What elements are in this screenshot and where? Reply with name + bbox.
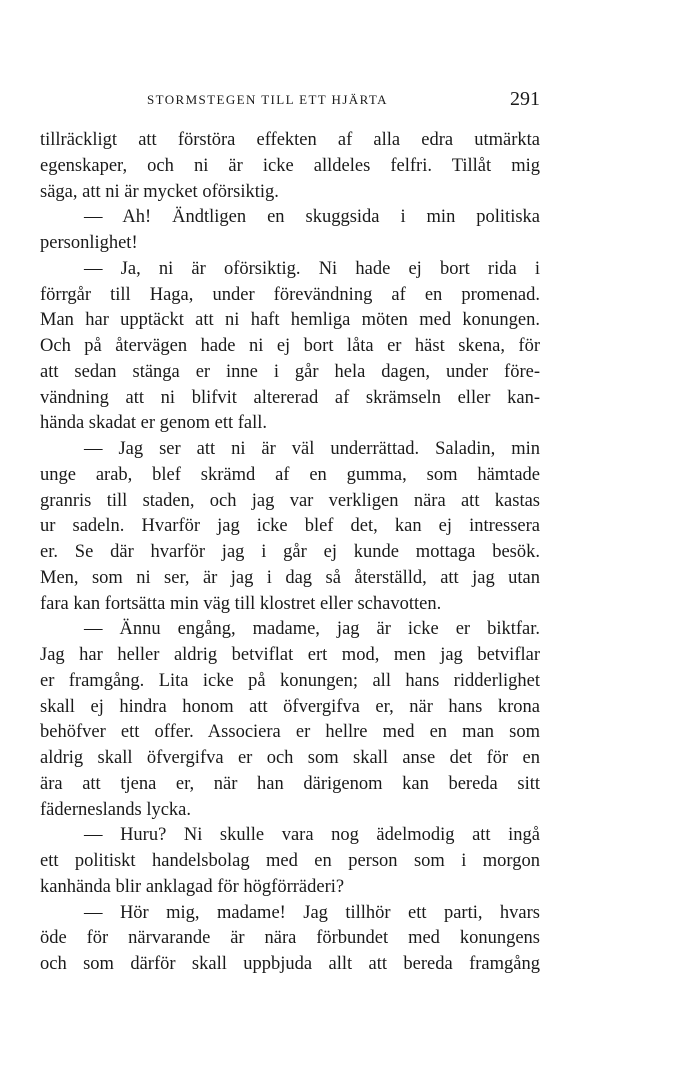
text-line: — Ah! Ändtligen en skuggsida i min politiska bbox=[84, 207, 540, 228]
text-line: egenskaper, och ni är icke alldeles felfri. Tillåt mig bbox=[40, 155, 540, 176]
text-line: fäderneslands lycka. bbox=[40, 799, 192, 820]
text-line: er. Se där hvarför jag i går ej kunde mottaga besök. bbox=[40, 542, 540, 562]
text-line: — Hör mig, madame! Jag tillhör ett parti, hvars bbox=[84, 902, 540, 923]
text-line: Jag har heller aldrig betviflat ert mod, men jag betviflar bbox=[40, 645, 540, 665]
text-line: tillräckligt att förstöra effekten af alla edra utmärkta bbox=[40, 130, 540, 150]
text-line: granris till staden, och jag var verkligen nära att kastas bbox=[40, 490, 540, 511]
text-line: personlighet! bbox=[40, 233, 138, 253]
text-line: — Huru? Ni skulle vara nog ädelmodig att ingå bbox=[84, 825, 540, 846]
text-line: aldrig skall öfvergifva er och som skall anse det för en bbox=[40, 748, 540, 768]
text-line: vändning att ni blifvit altererad af skrämseln eller kan- bbox=[40, 387, 540, 408]
text-line: och som därför skall uppbjuda allt att bereda framgång bbox=[40, 954, 540, 974]
text-line: fara kan fortsätta min väg till klostret eller schavotten. bbox=[40, 593, 442, 614]
text-line: behöfver ett offer. Associera er hellre med en man som bbox=[40, 722, 540, 743]
text-line: ära att tjena er, när han därigenom kan bereda sitt bbox=[40, 773, 540, 794]
text-line: säga, att ni är mycket oförsiktig. bbox=[40, 181, 279, 202]
page-number: 291 bbox=[510, 88, 540, 110]
text-line: er framgång. Lita icke på konungen; all hans ridderlighet bbox=[40, 670, 540, 691]
text-line: Man har upptäckt att ni haft hemliga möten med konungen. bbox=[40, 310, 540, 331]
running-title: STORMSTEGEN TILL ETT HJÄRTA bbox=[147, 92, 388, 107]
text-line: förrgår till Haga, under förevändning af en promenad. bbox=[40, 284, 540, 305]
page-header bbox=[40, 88, 540, 114]
text-line: unge arab, blef skrämd af en gumma, som hämtade bbox=[40, 464, 540, 485]
text-line: — Ja, ni är oförsiktig. Ni hade ej bort rida i bbox=[84, 258, 540, 279]
text-line: skall ej hindra honom att öfvergifva er, när hans krona bbox=[40, 696, 540, 717]
text-line: — Jag ser att ni är väl underrättad. Saladin, min bbox=[84, 439, 540, 459]
text-line: Men, som ni ser, är jag i dag så återställd, att jag utan bbox=[40, 567, 540, 588]
text-line: hända skadat er genom ett fall. bbox=[40, 413, 268, 434]
text-line: — Ännu engång, madame, jag är icke er biktfar. bbox=[84, 619, 540, 640]
text-line: ur sadeln. Hvarför jag icke blef det, kan ej intressera bbox=[40, 516, 540, 537]
text-line: ett politiskt handelsbolag med en person som i morgon bbox=[40, 851, 540, 871]
text-line: att sedan stänga er inne i går hela dagen, under före- bbox=[40, 361, 540, 382]
text-line: kanhända blir anklagad för högförräderi? bbox=[40, 876, 345, 897]
body-text bbox=[40, 128, 540, 978]
text-line: Och på återvägen hade ni ej bort låta er häst skena, för bbox=[40, 336, 540, 356]
text-line: öde för närvarande är nära förbundet med konungens bbox=[40, 928, 540, 949]
